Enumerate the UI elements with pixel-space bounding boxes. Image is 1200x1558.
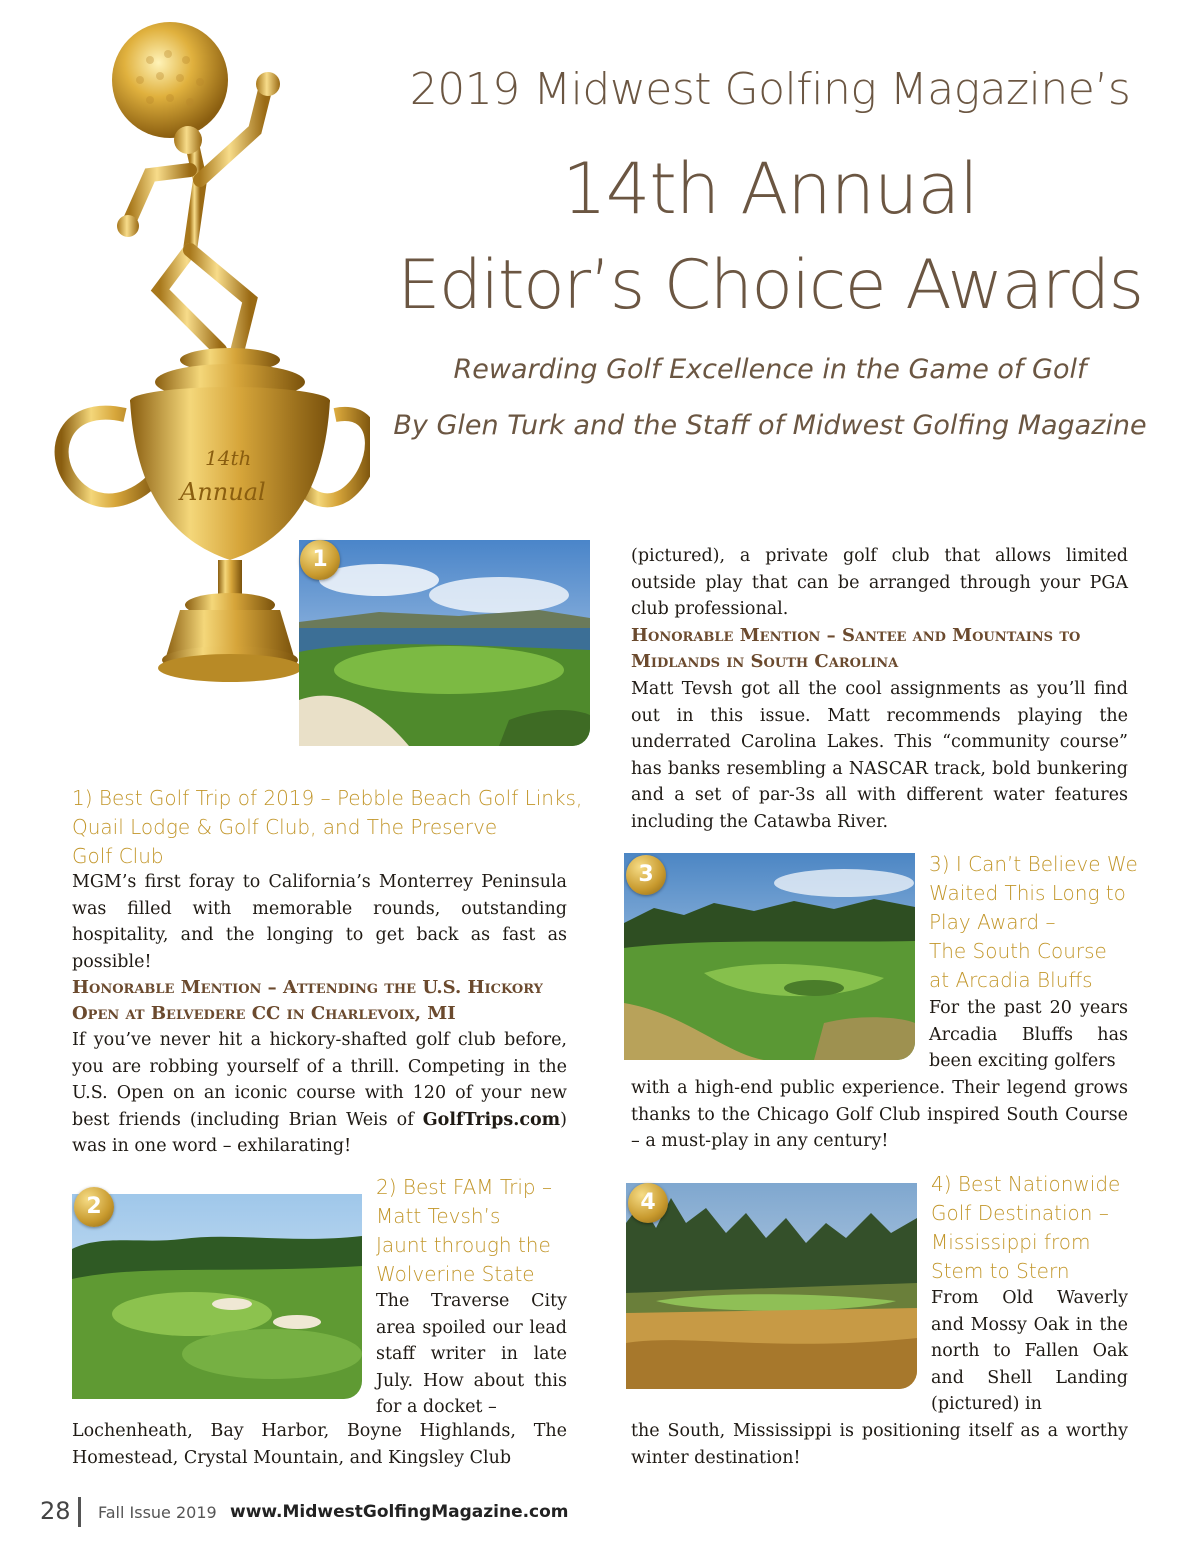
award-2-heading-line-4: Wolverine State [376,1262,535,1286]
award-4-heading-line-4: Stem to Stern [931,1259,1070,1283]
badge-2: 2 [74,1187,114,1227]
award-3-heading-line-2: Waited This Long to [929,881,1126,905]
hm-2-heading-line-1: Honorable Mention – Santee and Mountains to [631,625,1081,646]
title-line-3: Editor’s Choice Awards [397,246,1143,325]
award-3-heading-line-3: Play Award – [929,910,1056,934]
award-2-body-full: Lochenheath, Bay Harbor, Boyne Highlands, The Homestead, Crystal Mountain, and Kingsley Club [72,1421,567,1468]
footer-divider [78,1497,81,1527]
award-1-heading-line-2: Quail Lodge & Golf Club, and The Preserve [72,815,498,839]
badge-3: 3 [626,855,666,895]
engraving-text-2: Annual [180,478,266,506]
award-3-heading-line-4: The South Course [929,939,1107,963]
page-number: 28 [40,1497,71,1525]
hm-1-heading-line-1: Honorable Mention – Attending the U.S. Hickory [72,977,543,998]
award-4-heading-line-1: 4) Best Nationwide [931,1172,1121,1196]
award-1-heading-line-3: Golf Club [72,844,164,868]
badge-4: 4 [628,1183,668,1223]
award-2-heading-line-2: Matt Tevsh’s [376,1204,501,1228]
hm-2-body: Matt Tevsh got all the cool assignments as you’ll find out in this issue. Matt recommends playing the underrated Carolina Lakes. This “community course” has banks resembling a NASCAR track, bold bunkering and a set of par-3s all with different water features including the Catawba River. [631,679,1128,832]
hm-1-heading-line-2: Open at Belvedere CC in Charlevoix, MI [72,1003,456,1024]
award-3-heading-line-5: at Arcadia Bluffs [929,968,1093,992]
award-2-continued: (pictured), a private golf club that allows limited outside play that can be arranged through your PGA club professional. [631,546,1128,619]
award-3-body-side: For the past 20 years Arcadia Bluffs has been exciting golfers [929,998,1128,1071]
website-link[interactable]: www.MidwestGolfingMagazine.com [230,1502,569,1522]
award-3-body-full: with a high-end public experience. Their legend grows thanks to the Chicago Golf Club inspired South Course – a must-play in any century! [631,1078,1128,1151]
award-2-heading-line-3: Jaunt through the [376,1233,551,1257]
page-footer [40,1497,1160,1529]
golf-ball-icon [112,22,228,138]
award-2-body-side: The Traverse City area spoiled our lead staff writer in late July. How about this for a docket – [376,1291,567,1417]
subtitle: Rewarding Golf Excellence in the Game of Golf [453,354,1087,385]
golftrips-link[interactable]: GolfTrips.com [422,1109,561,1130]
hm-1-body-part-b: ) was in one word – exhilarating! [72,1109,567,1156]
issue-label: Fall Issue 2019 [98,1503,217,1522]
award-1-body: MGM’s first foray to California’s Monterrey Peninsula was filled with memorable rounds, outstanding hospitality, and the longing to get back as fast as possible! [72,872,567,972]
award-4-body-full: the South, Mississippi is positioning itself as a worthy winter destination! [631,1421,1128,1468]
arcadia-bluffs-photo [624,853,915,1060]
hm-1-body-part-a: If you’ve never hit a hickory-shafted golf club before, you are robbing yourself of a thrill. Competing in the U.S. Open on an iconic course with 120 of your new best friends (including Brian Weis of [72,1030,567,1130]
hm-1-body [72,1027,567,1160]
byline: By Glen Turk and the Staff of Midwest Golfing Magazine [393,410,1147,441]
award-2-heading-line-1: 2) Best FAM Trip – [376,1175,552,1199]
award-4-body-side: From Old Waverly and Mossy Oak in the north to Fallen Oak and Shell Landing (pictured) in [931,1288,1128,1414]
mississippi-course-photo [626,1183,917,1389]
engraving-text-1: 14th [205,446,252,470]
award-3-heading-line-1: 3) I Can’t Believe We [929,852,1138,876]
title-line-2: 14th Annual [562,148,978,230]
award-4-heading-line-3: Mississippi from [931,1230,1091,1254]
award-1-heading-line-1: 1) Best Golf Trip of 2019 – Pebble Beach Golf Links, [72,786,583,810]
title-line-1: 2019 Midwest Golfing Magazine’s [409,64,1131,115]
badge-1: 1 [300,540,340,580]
award-4-heading-line-2: Golf Destination – [931,1201,1109,1225]
hm-2-heading-line-2: Midlands in South Carolina [631,651,899,672]
michigan-course-photo [72,1194,362,1399]
pebble-beach-photo [299,540,590,746]
